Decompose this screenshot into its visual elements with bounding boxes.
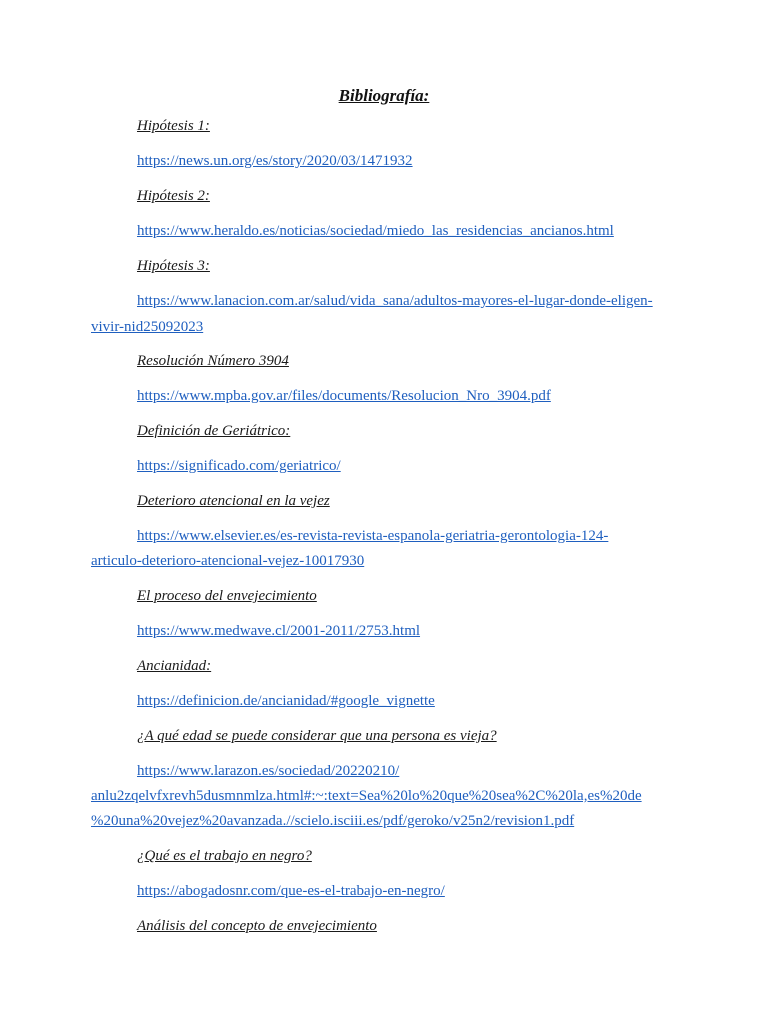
entry-heading: ¿Qué es el trabajo en negro? <box>137 848 312 864</box>
entry-link[interactable]: https://www.heraldo.es/noticias/sociedad/miedo_las_residencias_ancianos.html <box>137 223 614 239</box>
entry-link-continuation[interactable]: vivir-nid25092023 <box>91 319 204 335</box>
entry-link[interactable]: https://significado.com/geriatrico/ <box>137 458 341 474</box>
entry-heading: Hipótesis 2: <box>137 188 210 204</box>
entry-heading: Deterioro atencional en la vejez <box>137 493 330 509</box>
entry-link[interactable]: https://www.larazon.es/sociedad/20220210/ <box>137 763 400 779</box>
entry-heading: Hipótesis 1: <box>137 118 210 134</box>
page-title: Bibliografía: <box>338 86 430 105</box>
entry-heading: Hipótesis 3: <box>137 258 210 274</box>
entry-link[interactable]: https://www.lanacion.com.ar/salud/vida_sana/adultos-mayores-el-lugar-donde-eligen- <box>137 293 653 309</box>
entry-heading: ¿A qué edad se puede considerar que una persona es vieja? <box>137 728 497 744</box>
entry-link[interactable]: https://www.mpba.gov.ar/files/documents/Resolucion_Nro_3904.pdf <box>137 388 551 404</box>
entry-heading: Definición de Geriátrico: <box>137 423 291 439</box>
entry-link[interactable]: https://news.un.org/es/story/2020/03/1471932 <box>137 153 413 169</box>
entry-link[interactable]: https://abogadosnr.com/que-es-el-trabajo-en-negro/ <box>137 883 445 899</box>
entry-link[interactable]: https://definicion.de/ancianidad/#google_vignette <box>137 693 435 709</box>
entry-heading: El proceso del envejecimiento <box>137 588 317 604</box>
entry-heading: Ancianidad: <box>137 658 212 674</box>
entry-link-continuation[interactable]: %20una%20vejez%20avanzada.//scielo.isciii.es/pdf/geroko/v25n2/revision1.pdf <box>91 813 575 829</box>
entry-link[interactable]: https://www.elsevier.es/es-revista-revista-espanola-geriatria-gerontologia-124- <box>137 528 609 544</box>
entry-link-continuation[interactable]: articulo-deterioro-atencional-vejez-10017930 <box>91 553 365 569</box>
entry-heading: Análisis del concepto de envejecimiento <box>137 918 377 934</box>
entry-heading: Resolución Número 3904 <box>137 353 289 369</box>
entry-link[interactable]: https://www.medwave.cl/2001-2011/2753.html <box>137 623 421 639</box>
entry-link-continuation[interactable]: anlu2zqelvfxrevh5dusmnmlza.html#:~:text=Sea%20lo%20que%20sea%2C%20la,es%20de <box>91 788 642 804</box>
